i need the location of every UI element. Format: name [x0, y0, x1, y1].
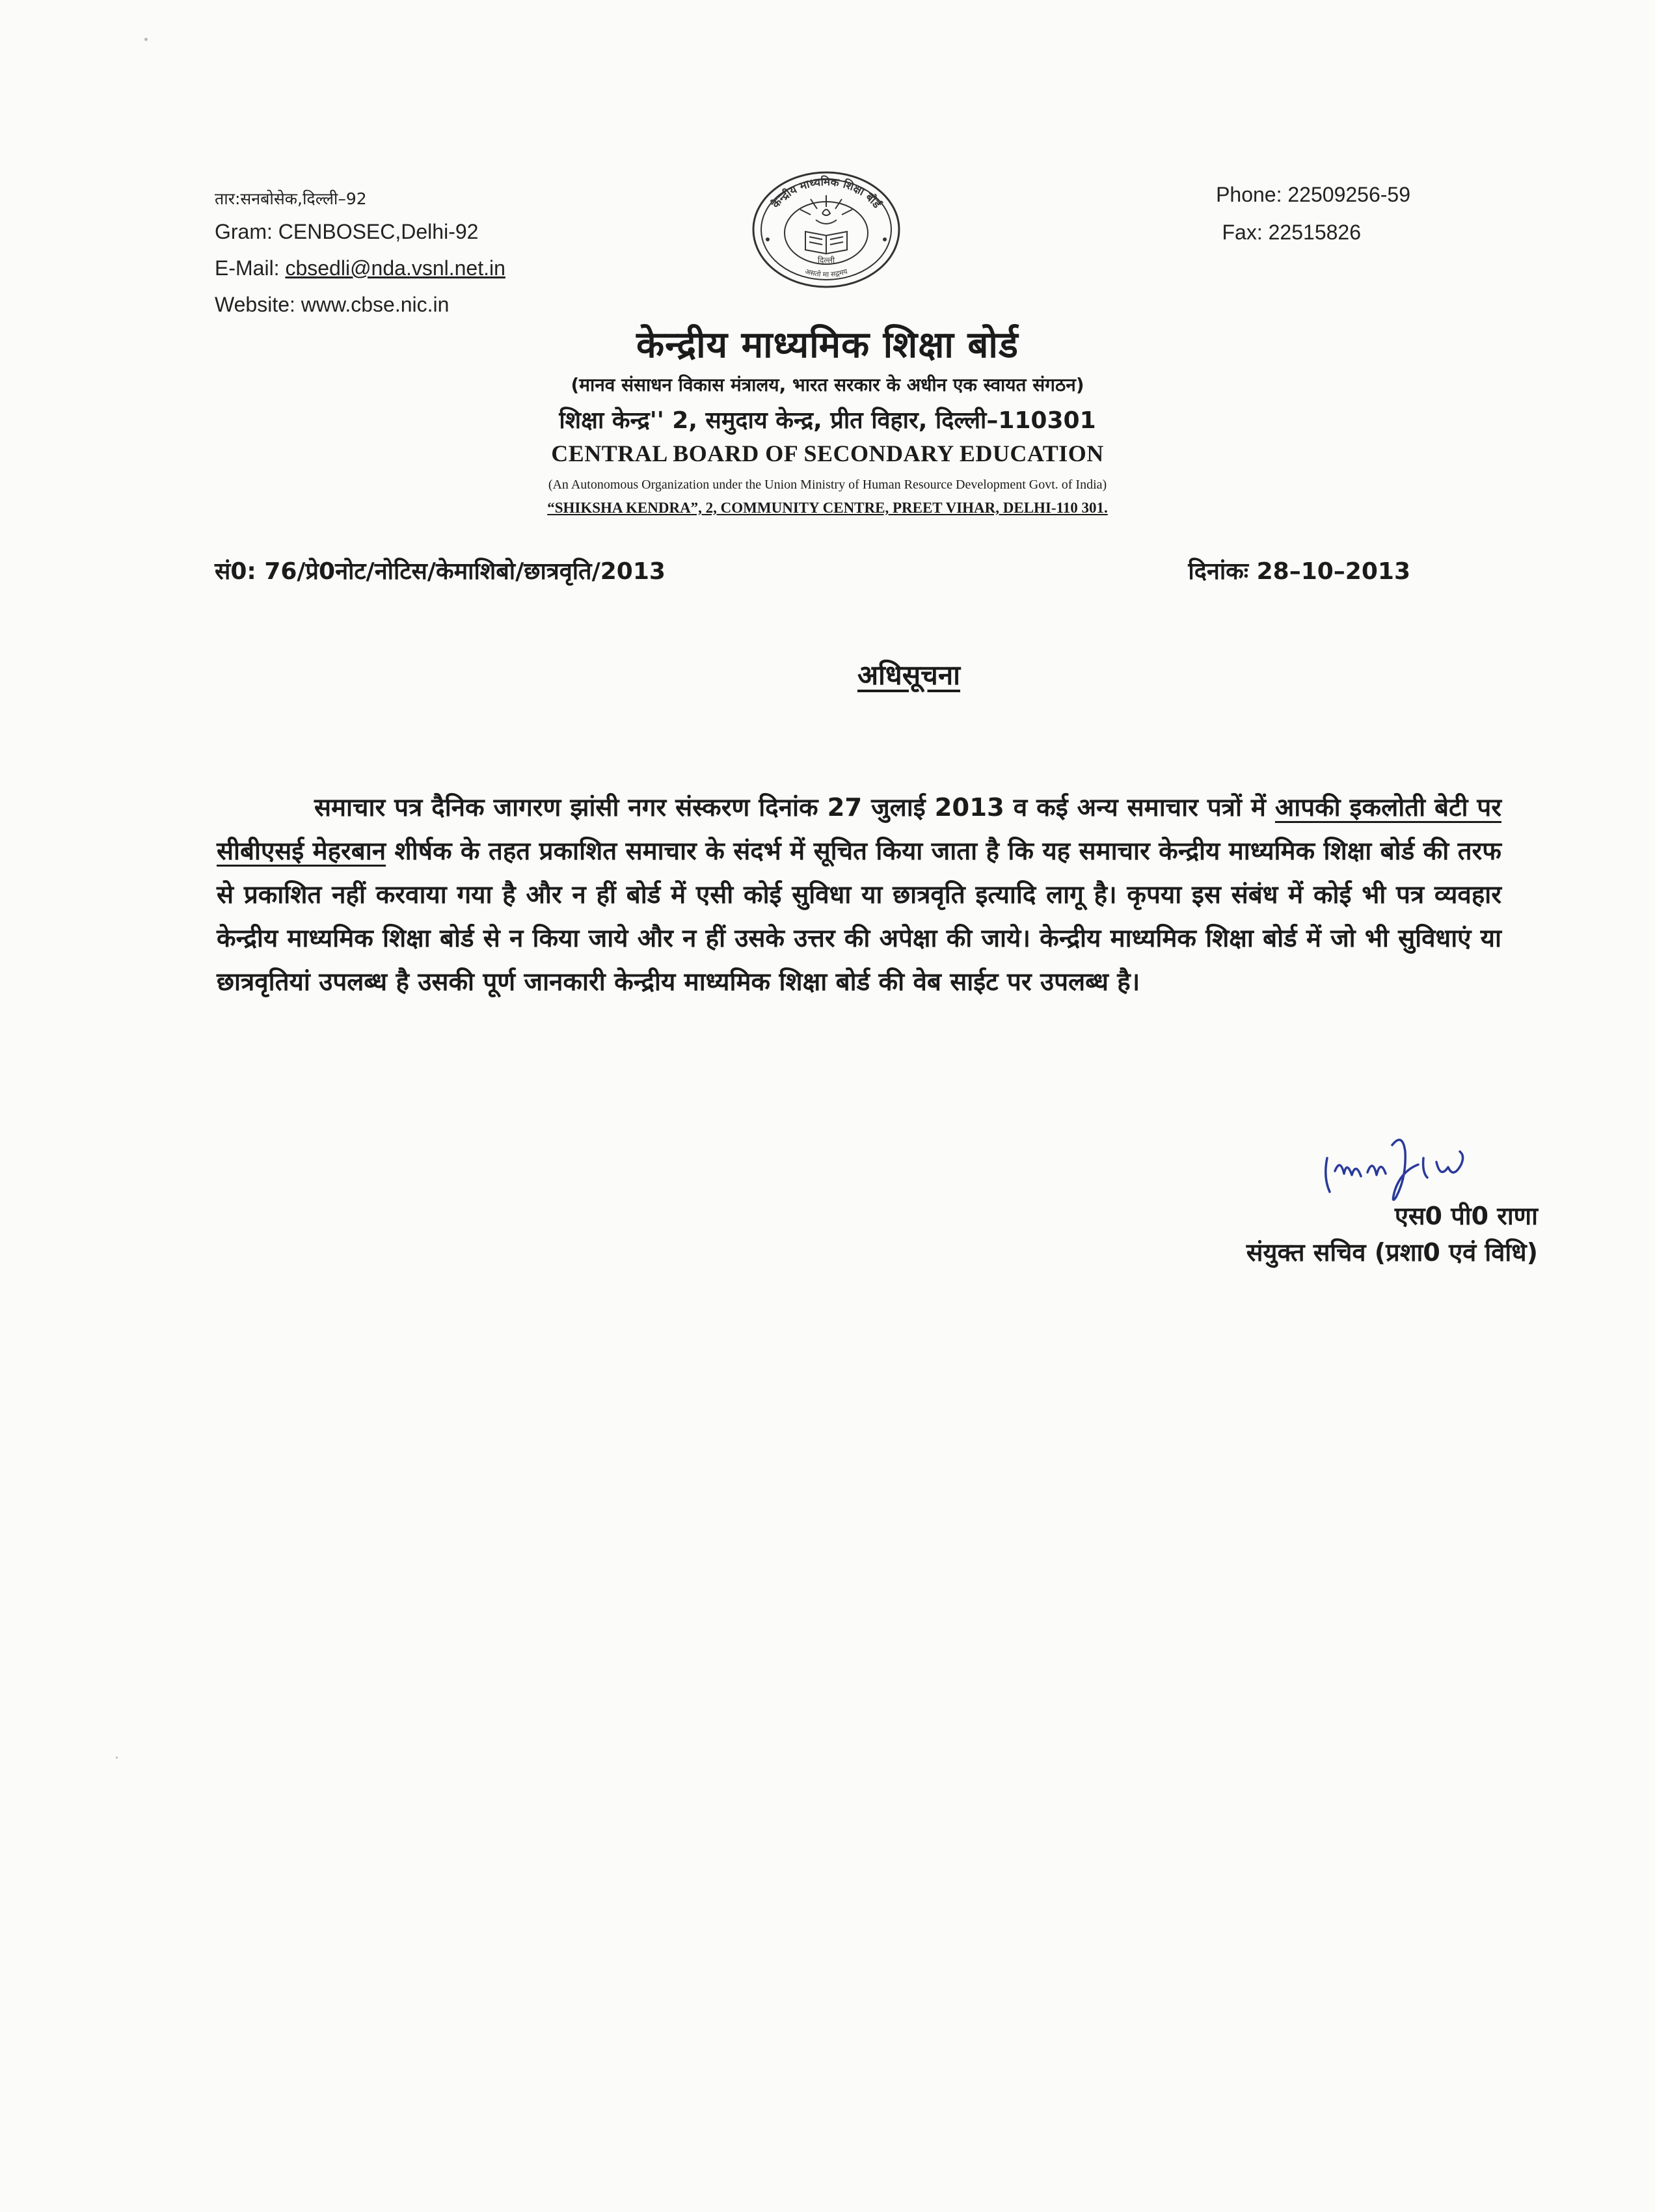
handwritten-signature — [1314, 1119, 1535, 1210]
phone-number: Phone: 22509256-59 — [1216, 183, 1410, 206]
org-address-english — [0, 500, 1655, 517]
org-name-hindi: केन्द्रीय माध्यमिक शिक्षा बोर्ड — [636, 324, 1019, 366]
email-line — [215, 250, 505, 286]
seal-ring-text: केन्द्रीय माध्यमिक शिक्षा बोर्ड — [769, 175, 883, 211]
notice-paragraph — [217, 786, 1501, 1004]
signatory-designation: संयुक्त सचिव (प्रशा0 एवं विधि) — [1246, 1238, 1538, 1267]
org-address-english-text: “SHIKSHA KENDRA”, 2, COMMUNITY CENTRE, PREET VIHAR, DELHI-110 301. — [547, 500, 1108, 516]
org-name-english: CENTRAL BOARD OF SECONDARY EDUCATION — [551, 440, 1104, 466]
body-part-2: शीर्षक के तहत प्रकाशित समाचार के संदर्भ में सूचित किया जाता है कि यह समाचार केन्द्रीय माध्यमिक शिक्षा बोर्ड की तरफ से प्रकाशित नहीं करवाया गया है और न हीं बोर्ड में एसी कोई सुविधा या छात्रवृति इत्यादि लागू है। कृपया इस संबंध में कोई भी पत्र व्यवहार केन्द्रीय माध्यमिक शिक्षा बोर्ड से न किया जाये और न हीं उसके उत्तर की अपेक्षा की जाये। केन्द्रीय माध्यमिक शिक्षा बोर्ड में जो भी सुविधाएं या छात्रवृतियां उपलब्ध है उसकी पूर्ण जानकारी केन्द्रीय माध्यमिक शिक्षा बोर्ड की वेब साईट पर उपलब्ध है। — [217, 837, 1501, 997]
notice-body — [217, 786, 1501, 1004]
svg-text:असतो मा सद्गमय — [804, 267, 849, 278]
contact-left — [215, 185, 505, 323]
org-subtitle-hindi: (मानव संसाधन विकास मंत्रालय, भारत सरकार के अधीन एक स्वायत संगठन) — [571, 374, 1084, 396]
website-line[interactable]: Website: www.cbse.nic.in — [215, 293, 450, 316]
reference-date: दिनांकः 28–10–2013 — [1188, 558, 1410, 585]
fax-number: Fax: 22515826 — [1222, 221, 1361, 244]
notice-heading — [0, 656, 1655, 693]
gram-address: Gram: CENBOSEC,Delhi-92 — [215, 220, 479, 243]
news-headline: आपकी इकलोती बेटी पर सीबीएसई मेहरबान — [217, 793, 1501, 866]
scan-speck — [144, 38, 148, 41]
cbse-seal-logo — [748, 168, 904, 291]
seal-motto: असतो मा सद्गमय — [803, 267, 849, 279]
email-link[interactable]: cbsedli@nda.vsnl.net.in — [285, 256, 505, 280]
signatory-name: एस0 पी0 राणा — [1394, 1202, 1538, 1230]
org-subtitle-english: (An Autonomous Organization under the Union Ministry of Human Resource Development Govt. of India) — [548, 478, 1107, 492]
email-label: E-Mail: — [215, 256, 280, 280]
contact-right — [1216, 176, 1410, 251]
seal-city: दिल्ली — [817, 256, 835, 265]
notice-heading-text: अधिसूचना — [857, 659, 961, 691]
scan-speck — [116, 1757, 118, 1759]
telegram-hindi: तार:सनबोसेक,दिल्ली–92 — [215, 189, 367, 208]
reference-number: सं0: 76/प्रे0नोट/नोटिस/केमाशिबो/छात्रवृति/2013 — [215, 558, 666, 585]
body-part-1: समाचार पत्र दैनिक जागरण झांसी नगर संस्करण दिनांक 27 जुलाई 2013 व कई अन्य समाचार पत्रों में — [314, 793, 1275, 822]
org-address-hindi: शिक्षा केन्द्र'' 2, समुदाय केन्द्र, प्रीत विहार, दिल्ली–110301 — [559, 407, 1096, 434]
